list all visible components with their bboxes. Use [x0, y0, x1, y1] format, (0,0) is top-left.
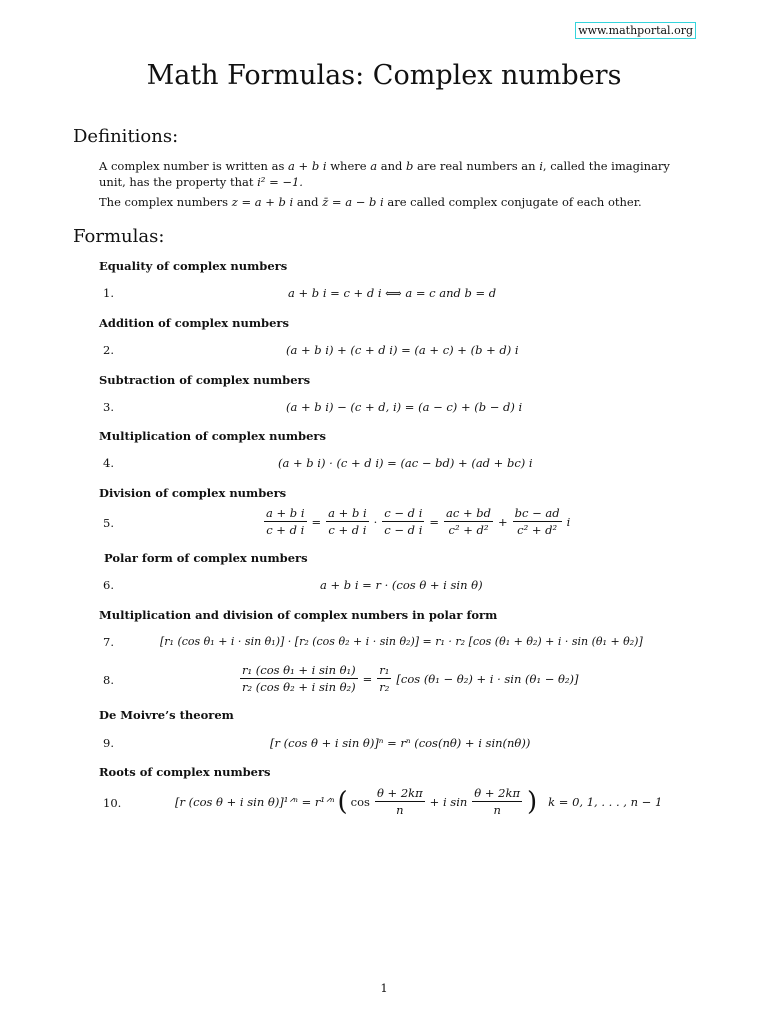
formula-number: 4.	[103, 456, 114, 470]
formula-roots: [r (cos θ + i sin θ)]¹ᐟⁿ = r¹ᐟⁿ ( cos $\frac{\theta + 2k\pi}{n}$ + i sin $\frac{\theta + 2k\pi}{n}$ ) k = 0, 1, . . . , n − 1	[175, 786, 663, 817]
open-paren: (	[337, 786, 348, 817]
formula-de-moivre: [r (cos θ + i sin θ)]ⁿ = rⁿ (cos(nθ) + i sin(nθ))	[270, 736, 531, 750]
close-paren: )	[527, 786, 538, 817]
section-addition: Addition of complex numbers	[99, 316, 289, 330]
section-roots: Roots of complex numbers	[99, 765, 271, 779]
formula-subtraction: (a + b i) − (c + d, i) = (a − c) + (b − d) i	[286, 400, 523, 414]
formula-polar-division: $\frac{\text{r₁ (cos θ₁ + i sin θ₁)}}{\text{r₂ (cos θ₂ + i sin θ₂)}}$ = $\frac{\text{r₁}}{\text{r₂}}$ [cos (θ₁ − θ₂) + i · sin (θ₁ − θ₂)]	[242, 663, 579, 694]
formula-number: 2.	[103, 343, 114, 357]
formula-number: 1.	[103, 286, 114, 300]
formulas-heading: Formulas:	[73, 226, 165, 247]
formula-number: 6.	[103, 578, 114, 592]
formula-addition: (a + b i) + (c + d i) = (a + c) + (b + d) i	[286, 343, 519, 357]
section-subtraction: Subtraction of complex numbers	[99, 373, 311, 387]
formula-number: 9.	[103, 736, 114, 750]
section-equality: Equality of complex numbers	[99, 259, 288, 273]
definition-paragraph-1: A complex number is written as a + b i where a and b are real numbers an i, called the imaginary unit, has the property that i² = −1.	[99, 159, 670, 189]
formula-multiplication: (a + b i) · (c + d i) = (ac − bd) + (ad + bc) i	[278, 456, 533, 470]
formula-division: $\frac{\text{a + b i}}{\text{c + d i}}$ = $\frac{\text{a + b i}}{\text{c + d i}}$ · $\frac{\text{c − d i}}{\text{c − d i}}$ = $\frac{ac + bd}{\text{c² + d²}}$ + $\frac{bc - ad}{\text{c² + d²}}$ i	[266, 506, 571, 537]
definition-paragraph-2: The complex numbers z = a + b i and z̄ = a − b i are called complex conjugate of each other.	[99, 195, 642, 209]
formula-number: 3.	[103, 400, 114, 414]
formula-polar-form: a + b i = r · (cos θ + i sin θ)	[320, 578, 483, 592]
section-division: Division of complex numbers	[99, 486, 287, 500]
page-title: Math Formulas: Complex numbers	[146, 60, 622, 91]
formula-number: 10.	[103, 796, 122, 810]
site-link[interactable]: www.mathportal.org	[575, 22, 696, 39]
formula-number: 5.	[103, 516, 114, 530]
definitions-heading: Definitions:	[73, 126, 179, 147]
page-number: 1	[380, 981, 388, 995]
section-polar-mult-div: Multiplication and division of complex numbers in polar form	[99, 608, 498, 622]
formula-number: 8.	[103, 673, 114, 687]
formula-number: 7.	[103, 635, 114, 649]
formula-polar-multiplication: [r₁ (cos θ₁ + i · sin θ₁)] · [r₂ (cos θ₂ + i · sin θ₂)] = r₁ · r₂ [cos (θ₁ + θ₂) + i · sin (θ₁ + θ₂)]	[160, 635, 643, 648]
section-polar-form: Polar form of complex numbers	[104, 551, 308, 565]
section-multiplication: Multiplication of complex numbers	[99, 429, 326, 443]
section-de-moivre: De Moivre’s theorem	[99, 708, 234, 722]
formula-equality: a + b i = c + d i ⟺ a = c and b = d	[288, 286, 497, 300]
